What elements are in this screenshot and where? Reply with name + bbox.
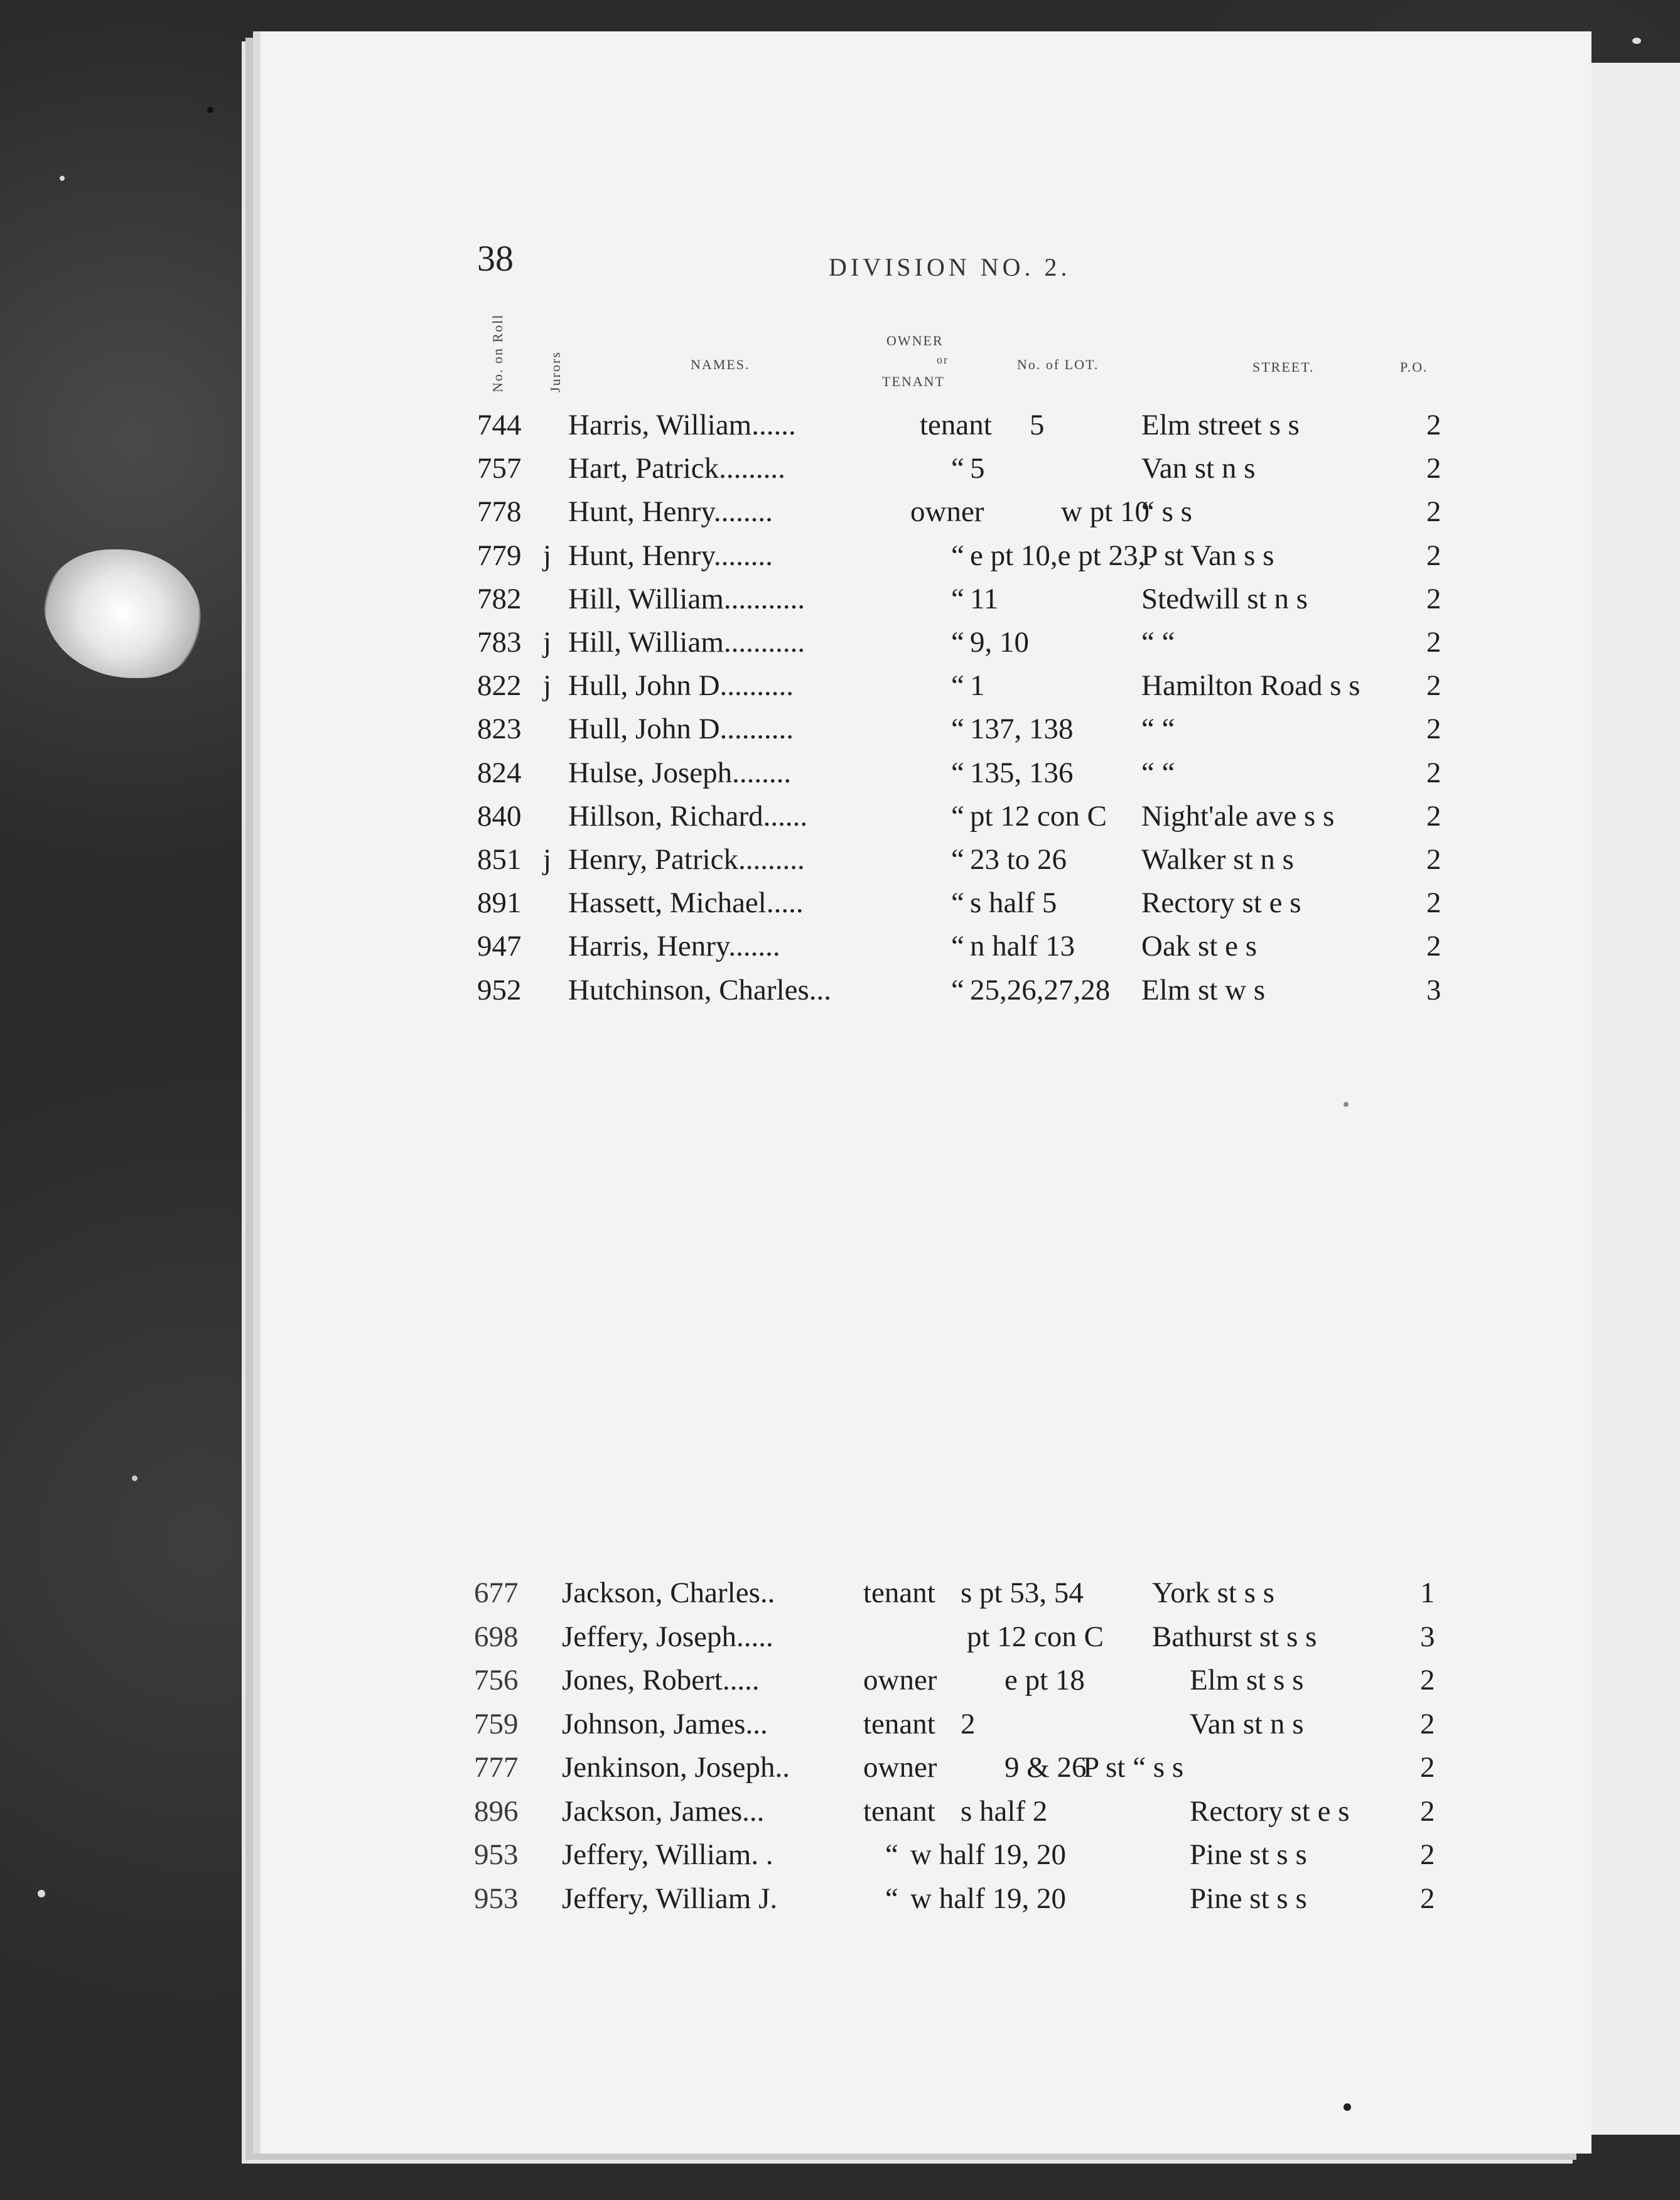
lot-number: s half 5 (970, 887, 1057, 919)
lot-number: s half 2 (961, 1795, 1048, 1828)
street: “ “ (1141, 626, 1175, 659)
name: Henry, Patrick......... (568, 843, 805, 876)
juror-mark: j (543, 626, 552, 659)
name: Hill, William........... (568, 626, 805, 659)
owner-or-tenant: “ (951, 757, 964, 789)
juror-mark: j (543, 669, 552, 702)
name: Harris, Henry....... (568, 930, 780, 962)
post-office: 3 (1420, 1620, 1435, 1653)
dust-speck (1632, 38, 1641, 44)
owner-or-tenant: owner (863, 1751, 937, 1784)
name: Hunt, Henry........ (568, 495, 773, 528)
lot-number: pt 12 con C (967, 1620, 1104, 1653)
post-office: 2 (1426, 757, 1441, 789)
owner-or-tenant: “ (885, 1838, 898, 1871)
street: Stedwill st n s (1141, 583, 1308, 615)
owner-or-tenant: “ (951, 452, 964, 485)
post-office: 2 (1426, 887, 1441, 919)
lot-number: 135, 136 (970, 757, 1074, 789)
street: P st Van s s (1141, 539, 1274, 572)
roll-number: 896 (474, 1795, 519, 1828)
roll-number: 851 (477, 843, 522, 876)
header-owner: OWNER (886, 333, 944, 348)
post-office: 2 (1426, 495, 1441, 528)
header-jurors: Jurors (547, 351, 563, 392)
post-office: 2 (1426, 800, 1441, 833)
roll-number: 824 (477, 757, 522, 789)
name: Hutchinson, Charles... (568, 974, 832, 1006)
lot-number: 9 & 26 (1004, 1751, 1087, 1784)
name: Hill, William........... (568, 583, 805, 615)
name: Hulse, Joseph........ (568, 757, 792, 789)
post-office: 1 (1420, 1577, 1435, 1609)
lot-number: e pt 18 (1004, 1664, 1085, 1696)
roll-number: 759 (474, 1708, 519, 1740)
name: Jeffery, Joseph..... (562, 1620, 773, 1653)
roll-number: 947 (477, 930, 522, 962)
owner-or-tenant: tenant (920, 409, 992, 441)
dust-speck (207, 107, 213, 113)
roll-number: 783 (477, 626, 522, 659)
street: Pine st s s (1190, 1882, 1307, 1915)
roll-number: 891 (477, 887, 522, 919)
post-office: 2 (1426, 626, 1441, 659)
roll-number: 822 (477, 669, 522, 702)
post-office: 2 (1426, 843, 1441, 876)
header-names: NAMES. (691, 357, 750, 372)
roll-number: 779 (477, 539, 522, 572)
post-office: 2 (1426, 583, 1441, 615)
street: Elm street s s (1141, 409, 1300, 441)
paper-fragment-stain (44, 549, 201, 678)
post-office: 2 (1420, 1795, 1435, 1828)
post-office: 2 (1426, 713, 1441, 745)
name: Johnson, James... (562, 1708, 768, 1740)
name: Hull, John D.......... (568, 669, 794, 702)
roll-number: 823 (477, 713, 522, 745)
post-office: 2 (1426, 930, 1441, 962)
roll-number: 744 (477, 409, 522, 441)
owner-or-tenant: tenant (863, 1577, 935, 1609)
header-street: STREET. (1252, 359, 1315, 375)
post-office: 2 (1420, 1882, 1435, 1915)
owner-or-tenant: “ (951, 974, 964, 1006)
roll-number: 677 (474, 1577, 519, 1609)
roll-number: 756 (474, 1664, 519, 1696)
lot-number: 11 (970, 583, 999, 615)
street: Elm st s s (1190, 1664, 1304, 1696)
street: Pine st s s (1190, 1838, 1307, 1871)
owner-or-tenant: “ (951, 843, 964, 876)
owner-or-tenant: “ (951, 930, 964, 962)
name: Harris, William...... (568, 409, 796, 441)
ink-speck (1343, 1102, 1349, 1107)
lot-number: 9, 10 (970, 626, 1029, 659)
header-or: or (937, 353, 949, 366)
juror-mark: j (543, 539, 552, 572)
page-number: 38 (477, 238, 514, 279)
name: Jeffery, William J. (562, 1882, 778, 1915)
name: Jones, Robert..... (562, 1664, 760, 1696)
lot-number: 5 (970, 452, 985, 485)
street: Van st n s (1190, 1708, 1304, 1740)
post-office: 2 (1420, 1708, 1435, 1740)
lot-number: 23 to 26 (970, 843, 1067, 876)
owner-or-tenant: owner (910, 495, 984, 528)
owner-or-tenant: owner (863, 1664, 937, 1696)
lot-number: 25,26,27,28 (970, 974, 1111, 1006)
street: “ “ (1141, 713, 1175, 745)
owner-or-tenant: “ (951, 800, 964, 833)
roll-number: 840 (477, 800, 522, 833)
lot-number: 2 (961, 1708, 976, 1740)
owner-or-tenant: “ (951, 887, 964, 919)
street: Bathurst st s s (1152, 1620, 1317, 1653)
post-office: 2 (1426, 539, 1441, 572)
lot-number: w pt 10 (1061, 495, 1150, 528)
post-office: 2 (1420, 1664, 1435, 1696)
roll-number: 953 (474, 1838, 519, 1871)
street: Elm st w s (1141, 974, 1266, 1006)
street: Hamilton Road s s (1141, 669, 1360, 702)
header-tenant: TENANT (882, 374, 945, 389)
lot-number: w half 19, 20 (910, 1838, 1067, 1871)
post-office: 2 (1426, 452, 1441, 485)
name: Jenkinson, Joseph.. (562, 1751, 790, 1784)
lot-number: n half 13 (970, 930, 1075, 962)
roll-number: 698 (474, 1620, 519, 1653)
facing-page-edge (1586, 63, 1680, 2135)
roll-number: 757 (477, 452, 522, 485)
name: Hassett, Michael..... (568, 887, 804, 919)
roll-number: 778 (477, 495, 522, 528)
header-lot: No. of LOT. (1017, 357, 1099, 372)
post-office: 2 (1420, 1751, 1435, 1784)
lot-number: pt 12 con C (970, 800, 1107, 833)
dust-speck (38, 1890, 45, 1897)
owner-or-tenant: “ (951, 669, 964, 702)
page-title: DIVISION NO. 2. (829, 253, 1071, 281)
ink-speck (1343, 2103, 1351, 2111)
name: Hillson, Richard...... (568, 800, 808, 833)
lot-number: 1 (970, 669, 985, 702)
name: Hunt, Henry........ (568, 539, 773, 572)
street: “ “ (1141, 757, 1175, 789)
owner-or-tenant: “ (885, 1882, 898, 1915)
street: Walker st n s (1141, 843, 1294, 876)
roll-number: 782 (477, 583, 522, 615)
book-page (261, 31, 1591, 2154)
roll-number: 777 (474, 1751, 519, 1784)
owner-or-tenant: “ (951, 539, 964, 572)
street: P st “ s s (1083, 1751, 1184, 1784)
lot-number: s pt 53, 54 (961, 1577, 1084, 1609)
street: Rectory st e s (1190, 1795, 1350, 1828)
header-po: P.O. (1400, 359, 1428, 375)
name: Jeffery, William. . (562, 1838, 773, 1871)
juror-mark: j (543, 843, 552, 876)
lot-number: w half 19, 20 (910, 1882, 1067, 1915)
street: York st s s (1152, 1577, 1275, 1609)
owner-or-tenant: “ (951, 626, 964, 659)
dust-speck (60, 176, 65, 181)
name: Jackson, Charles.. (562, 1577, 775, 1609)
name: Hull, John D.......... (568, 713, 794, 745)
street: Night'ale ave s s (1141, 800, 1335, 833)
street: Rectory st e s (1141, 887, 1301, 919)
owner-or-tenant: “ (951, 713, 964, 745)
name: Hart, Patrick......... (568, 452, 785, 485)
owner-or-tenant: tenant (863, 1795, 935, 1828)
lot-number: e pt 10,e pt 23, (970, 539, 1146, 572)
post-office: 3 (1426, 974, 1441, 1006)
owner-or-tenant: tenant (863, 1708, 935, 1740)
street: Oak st e s (1141, 930, 1257, 962)
post-office: 2 (1426, 409, 1441, 441)
name: Jackson, James... (562, 1795, 765, 1828)
roll-number: 952 (477, 974, 522, 1006)
lot-number: 5 (1030, 409, 1045, 441)
header-no-on-roll: No. on Roll (490, 313, 505, 392)
lot-number: 137, 138 (970, 713, 1074, 745)
street: Van st n s (1141, 452, 1256, 485)
post-office: 2 (1420, 1838, 1435, 1871)
owner-or-tenant: “ (951, 583, 964, 615)
roll-number: 953 (474, 1882, 519, 1915)
dust-speck (132, 1475, 137, 1481)
post-office: 2 (1426, 669, 1441, 702)
street: “ s s (1141, 495, 1192, 528)
